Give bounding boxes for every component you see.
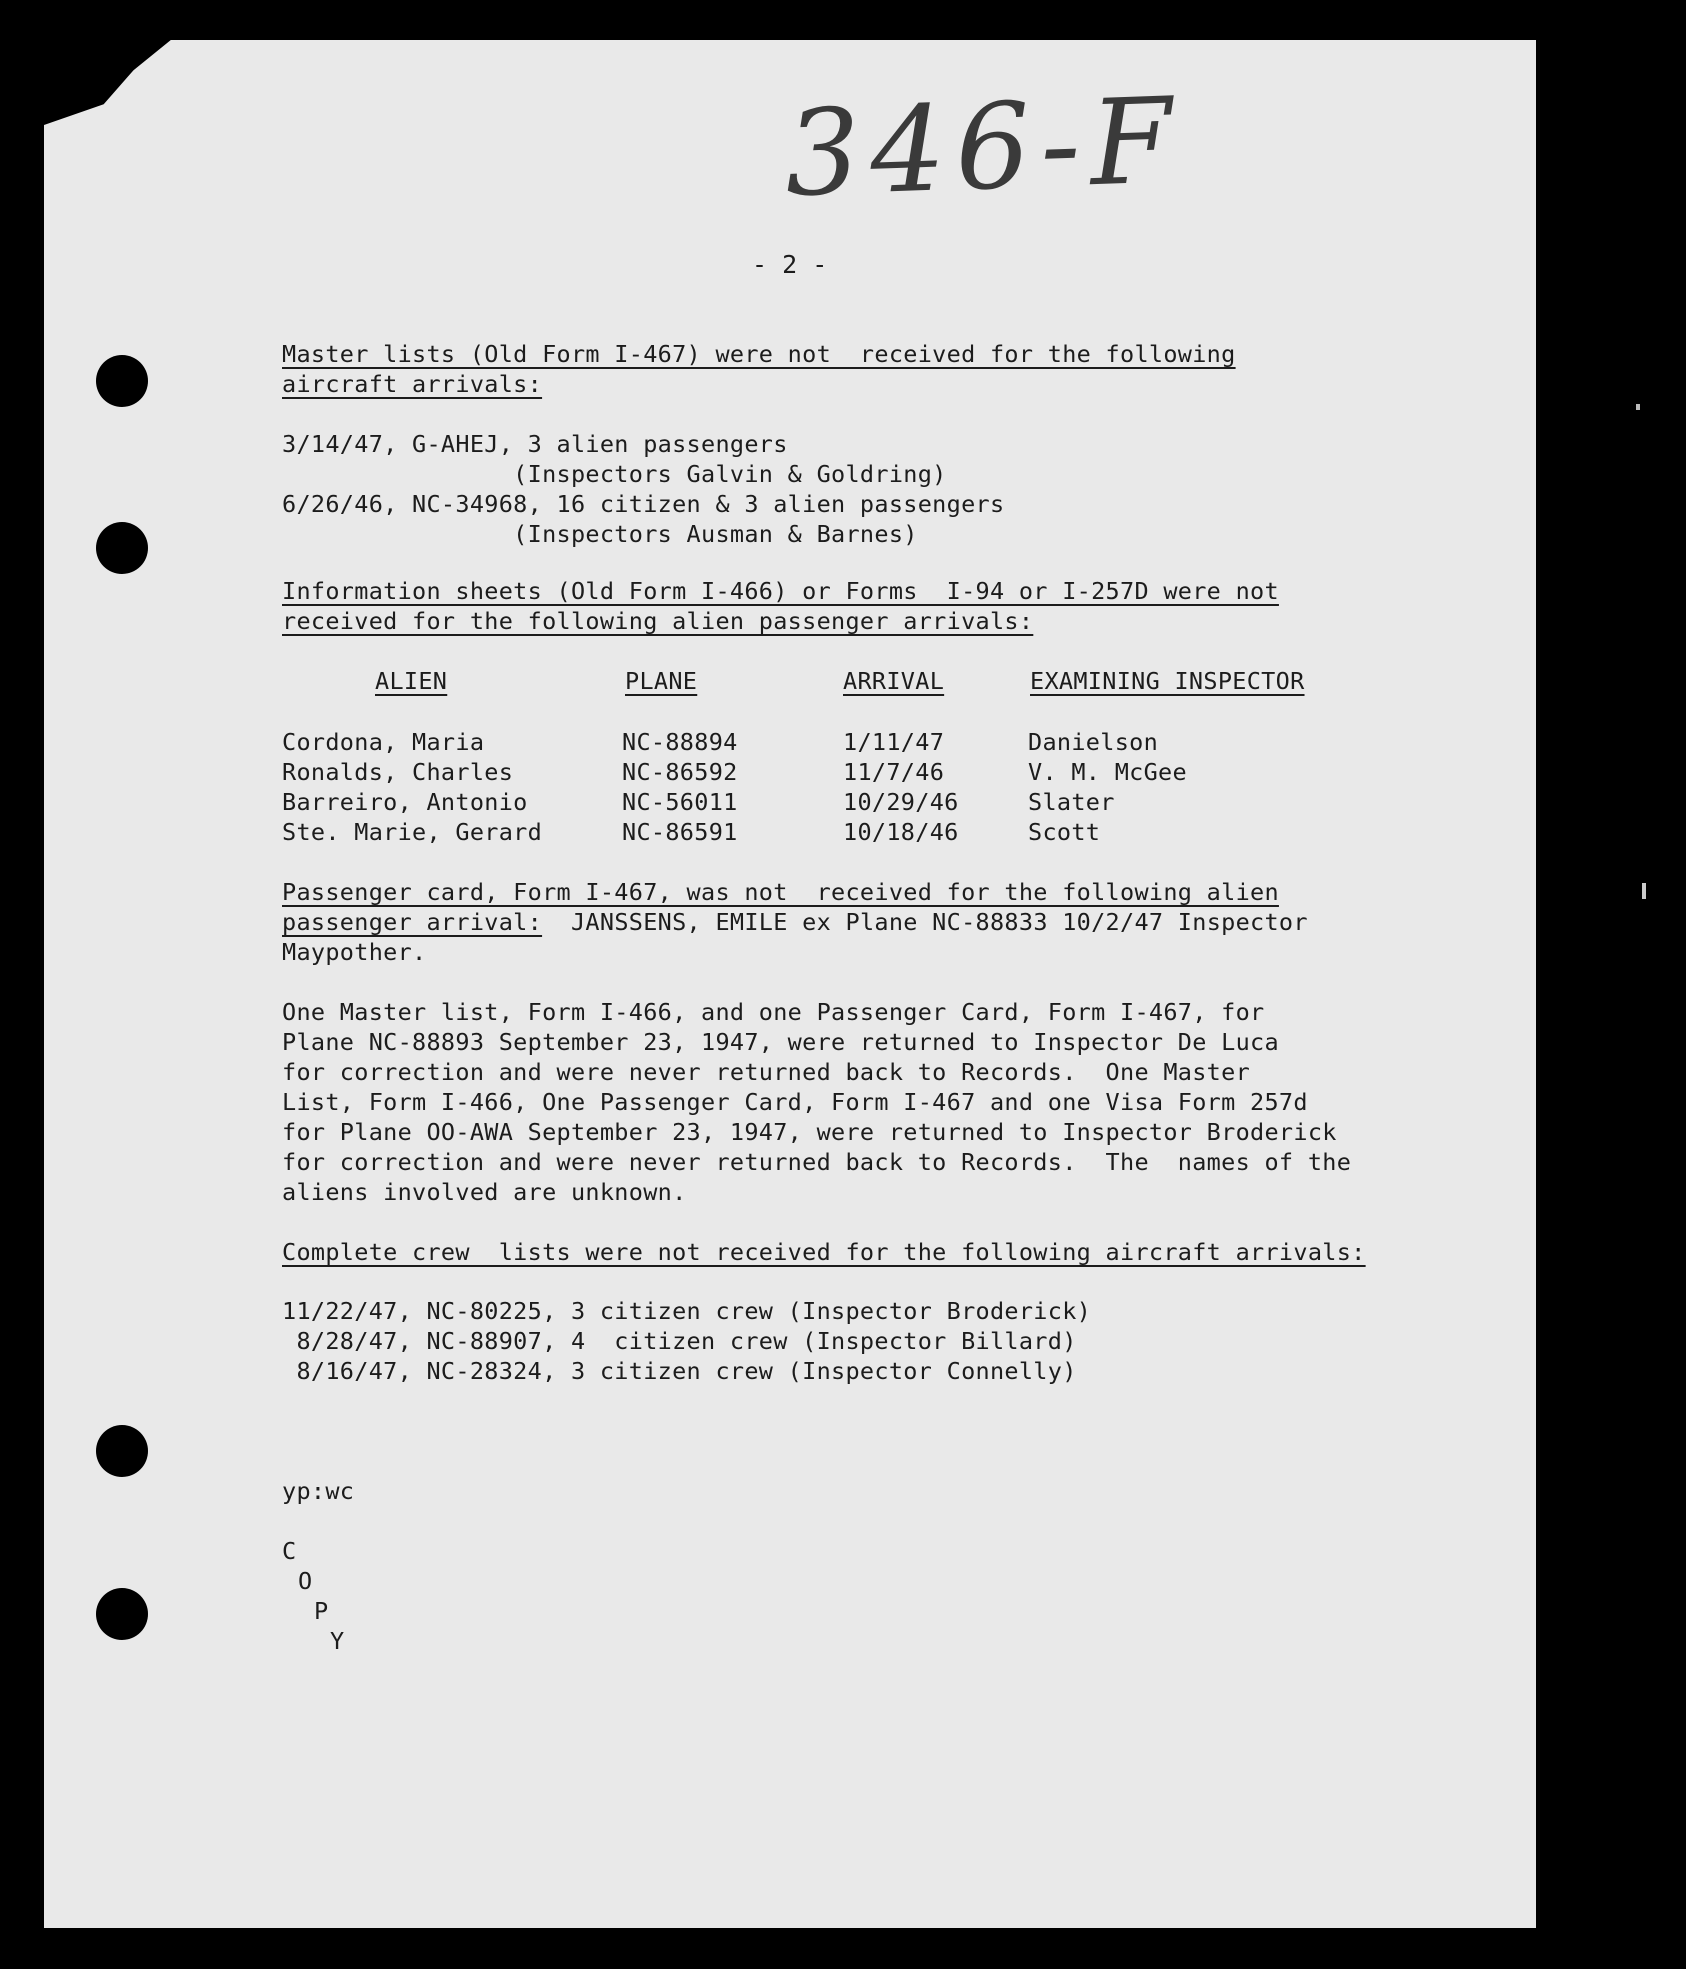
copy-letter-y: Y xyxy=(330,1627,345,1655)
master-entry: (Inspectors Galvin & Goldring) xyxy=(282,460,947,488)
alien-name: Ste. Marie, Gerard xyxy=(282,818,543,846)
info-sheets-heading-line2: received for the following alien passenger arrivals: xyxy=(282,607,1034,635)
copy-letter-o: O xyxy=(298,1567,313,1595)
plane-id: NC-88894 xyxy=(622,728,738,756)
paragraph-line: for Plane OO-AWA September 23, 1947, were returned to Inspector Broderick xyxy=(282,1118,1337,1146)
master-lists-heading-line1: Master lists (Old Form I-467) were not received for the following xyxy=(282,340,1236,368)
passenger-card-line3: Maypother. xyxy=(282,938,427,966)
passenger-card-heading-line1: Passenger card, Form I-467, was not received for the following alien xyxy=(282,878,1279,906)
inspector-name: Slater xyxy=(1028,788,1115,816)
inspector-name: Danielson xyxy=(1028,728,1159,756)
paragraph-line: Plane NC-88893 September 23, 1947, were returned to Inspector De Luca xyxy=(282,1028,1279,1056)
plane-id: NC-86591 xyxy=(622,818,738,846)
table-header-plane: PLANE xyxy=(625,667,698,695)
table-header-arrival: ARRIVAL xyxy=(843,667,945,695)
punch-hole-3 xyxy=(96,1425,148,1477)
master-lists-heading-line2: aircraft arrivals: xyxy=(282,370,543,398)
typist-initials: yp:wc xyxy=(282,1477,355,1505)
paragraph-line: List, Form I-466, One Passenger Card, Form I-467 and one Visa Form 257d xyxy=(282,1088,1308,1116)
inspector-name: Scott xyxy=(1028,818,1101,846)
speck xyxy=(1642,883,1646,899)
punch-hole-1 xyxy=(96,355,148,407)
paragraph-line: for correction and were never returned back to Records. One Master xyxy=(282,1058,1251,1086)
handwritten-file-number: 346-F xyxy=(782,71,1185,223)
alien-name: Ronalds, Charles xyxy=(282,758,514,786)
paragraph-line: for correction and were never returned back to Records. The names of the xyxy=(282,1148,1352,1176)
passenger-card-detail: JANSSENS, EMILE ex Plane NC-88833 10/2/47 Inspector xyxy=(542,908,1308,936)
info-sheets-heading-line1: Information sheets (Old Form I-466) or Forms I-94 or I-257D were not xyxy=(282,577,1279,605)
plane-id: NC-86592 xyxy=(622,758,738,786)
master-entry: 6/26/46, NC-34968, 16 citizen & 3 alien passengers xyxy=(282,490,1005,518)
speck xyxy=(1636,404,1640,410)
table-header-inspector: EXAMINING INSPECTOR xyxy=(1030,667,1305,695)
alien-name: Cordona, Maria xyxy=(282,728,485,756)
punch-hole-4 xyxy=(96,1588,148,1640)
master-entry: 3/14/47, G-AHEJ, 3 alien passengers xyxy=(282,430,788,458)
crew-lists-heading: Complete crew lists were not received for the following aircraft arrivals: xyxy=(282,1238,1366,1266)
passenger-card-heading-line2: passenger arrival: xyxy=(282,908,543,936)
crew-entry: 11/22/47, NC-80225, 3 citizen crew (Inspector Broderick) xyxy=(282,1297,1092,1325)
paragraph-line: aliens involved are unknown. xyxy=(282,1178,687,1206)
alien-name: Barreiro, Antonio xyxy=(282,788,528,816)
arrival-date: 10/18/46 xyxy=(843,818,959,846)
document-page xyxy=(44,40,1536,1928)
arrival-date: 1/11/47 xyxy=(843,728,945,756)
master-entry: (Inspectors Ausman & Barnes) xyxy=(282,520,918,548)
arrival-date: 10/29/46 xyxy=(843,788,959,816)
paragraph-line: One Master list, Form I-466, and one Passenger Card, Form I-467, for xyxy=(282,998,1265,1026)
table-header-alien: ALIEN xyxy=(375,667,448,695)
passenger-card-line2 xyxy=(282,908,1308,936)
page-number: - 2 - xyxy=(752,250,828,279)
crew-entry: 8/28/47, NC-88907, 4 citizen crew (Inspector Billard) xyxy=(282,1327,1077,1355)
copy-letter-c: C xyxy=(282,1537,297,1565)
plane-id: NC-56011 xyxy=(622,788,738,816)
copy-letter-p: P xyxy=(314,1597,329,1625)
punch-hole-2 xyxy=(96,522,148,574)
crew-entry: 8/16/47, NC-28324, 3 citizen crew (Inspector Connelly) xyxy=(282,1357,1077,1385)
inspector-name: V. M. McGee xyxy=(1028,758,1187,786)
arrival-date: 11/7/46 xyxy=(843,758,945,786)
